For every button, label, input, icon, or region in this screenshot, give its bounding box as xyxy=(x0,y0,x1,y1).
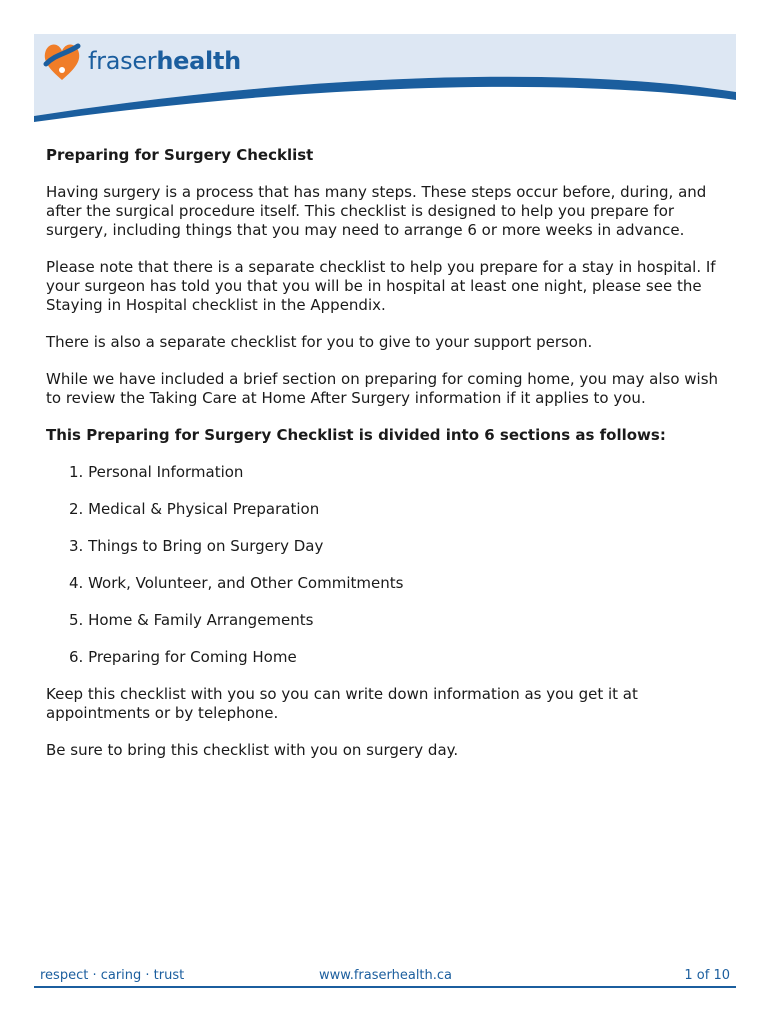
list-item: 4. Work, Volunteer, and Other Commitments xyxy=(69,574,404,592)
intro-paragraph: Having surgery is a process that has many steps. These steps occur before, during, and after the surgical procedure itself. This checklist is designed to help you prepare for surgery, including things that you may need to arrange 6 or more weeks in advance. xyxy=(46,183,707,239)
page-header xyxy=(34,34,736,124)
support-person-paragraph: There is also a separate checklist for you to give to your support person. xyxy=(46,333,593,351)
page-number: 1 of 10 xyxy=(684,968,730,983)
list-item: 1. Personal Information xyxy=(69,463,244,481)
list-item: 2. Medical & Physical Preparation xyxy=(69,500,320,518)
coming-home-paragraph: While we have included a brief section on preparing for coming home, you may also wish to review the Taking Care at Home After Surgery information if it applies to you. xyxy=(46,370,719,407)
footer-values: respect · caring · trust xyxy=(40,968,185,983)
sections-list xyxy=(46,463,726,667)
page-footer xyxy=(38,966,736,986)
list-item: 3. Things to Bring on Surgery Day xyxy=(69,537,324,555)
footer-website-link[interactable]: www.fraserhealth.ca xyxy=(319,968,453,983)
brand-light: fraser xyxy=(88,47,157,75)
bring-checklist-paragraph: Be sure to bring this checklist with you on surgery day. xyxy=(46,741,459,759)
brand-logo[interactable] xyxy=(42,40,241,82)
document-title: Preparing for Surgery Checklist xyxy=(46,146,314,164)
list-item: 5. Home & Family Arrangements xyxy=(69,611,314,629)
keep-checklist-paragraph: Keep this checklist with you so you can write down information as you get it at appointments or by telephone. xyxy=(46,685,638,722)
list-item: 6. Preparing for Coming Home xyxy=(69,648,297,666)
footer-divider xyxy=(34,986,736,988)
sections-intro: This Preparing for Surgery Checklist is divided into 6 sections as follows: xyxy=(46,426,666,444)
heart-icon xyxy=(42,40,82,82)
document-body xyxy=(46,146,726,778)
brand-bold: health xyxy=(156,47,241,75)
hospital-stay-paragraph: Please note that there is a separate checklist to help you prepare for a stay in hospital. If your surgeon has told you that you will be in hospital at least one night, please see the Staying in Hospital checklist in the Appendix. xyxy=(46,258,716,314)
brand-wordmark xyxy=(88,47,241,75)
